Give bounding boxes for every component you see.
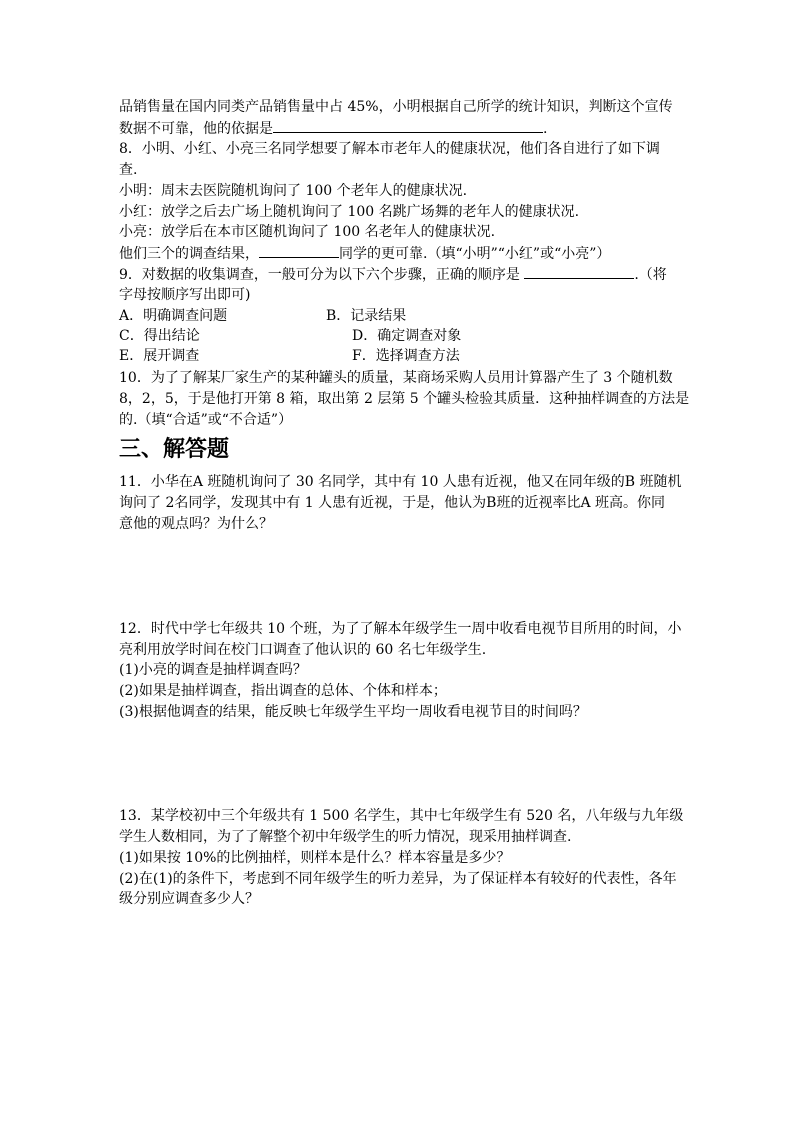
text-span: 同学的更可靠.（填“小明”“小红”或“小亮”） <box>339 246 611 262</box>
q8-hong: 小红：放学之后去广场上随机询问了 100 名跳广场舞的老年人的健康状况. <box>119 204 580 220</box>
q12-part-2: (2)如果是抽样调查，指出调查的总体、个体和样本； <box>119 683 447 699</box>
q10-line: 的.（填“合适”或“不合适”） <box>119 412 293 428</box>
q9-option-f: F．选择调查方法 <box>352 348 460 364</box>
q9-option-e: E．展开调查 <box>119 348 200 364</box>
answer-blank[interactable] <box>273 118 543 133</box>
answer-blank[interactable] <box>524 264 634 279</box>
q8-liang: 小亮：放学后在本市区随机询问了 100 名老年人的健康状况. <box>119 224 496 240</box>
q10-line: 8，2，5，于是他打开第 8 箱，取出第 2 层第 5 个罐头检验其质量．这种抽样调查的方法是 <box>119 391 690 407</box>
text-span: .（将 <box>634 267 667 283</box>
q12-line: 12．时代中学七年级共 10 个班，为了了解本年级学生一周中收看电视节目所用的时间，小 <box>119 621 682 637</box>
text-span: . <box>543 121 548 137</box>
q9-option-d: D．确定调查对象 <box>352 328 462 344</box>
q9-option-c: C．得出结论 <box>119 328 200 344</box>
q13-part-2: (2)在(1)的条件下，考虑到不同年级学生的听力差异，为了保证样本有较好的代表性，各年 <box>119 871 677 887</box>
q12-part-3: (3)根据他调查的结果，能反映七年级学生平均一周收看电视节目的时间吗？ <box>119 704 587 720</box>
q13-part-3: 级分别应调查多少人？ <box>119 891 259 907</box>
q13-line: 13．某学校初中三个年级共有 1 500 名学生，其中七年级学生有 520 名，八年级与九年级 <box>119 808 684 824</box>
q12-part-1: (1)小亮的调查是抽样调查吗？ <box>119 662 307 678</box>
q8-ming: 小明：周末去医院随机询问了 100 个老年人的健康状况. <box>119 183 468 199</box>
q10-line: 10．为了了解某厂家生产的某种罐头的质量，某商场采购人员用计算器产生了 3 个随机数 <box>119 370 673 386</box>
q9-option-a: A．明确调查问题 <box>119 308 228 324</box>
q13-part-1: (1)如果按 10%的比例抽样，则样本是什么？样本容量是多少？ <box>119 850 511 866</box>
text-span: 9．对数据的收集调查，一般可分为以下六个步骤，正确的顺序是 <box>119 267 525 283</box>
q12-line: 亮利用放学时间在校门口调查了他认识的 60 名七年级学生. <box>119 642 487 658</box>
text-span: 他们三个的调查结果， <box>119 246 259 262</box>
q11-line: 意他的观点吗？为什么？ <box>119 516 273 532</box>
q11-line: 询问了 2名同学，发现其中有 1 人患有近视，于是，他认为B班的近视率比A 班高。你同 <box>119 495 666 511</box>
text-line: 品销售量在国内同类产品销售量中占 45%，小明根据自己所学的统计知识，判断这个宣传 <box>119 99 673 115</box>
q8-line: 8．小明、小红、小亮三名同学想要了解本市老年人的健康状况，他们各自进行了如下调 <box>119 141 660 157</box>
q9-line: 字母按顺序写出即可) <box>119 287 251 303</box>
q8-conclusion <box>119 243 610 264</box>
text-span: 数据不可靠，他的依据是 <box>119 121 273 137</box>
q13-line: 学生人数相同，为了了解整个初中年级学生的听力情况，现采用抽样调查. <box>119 829 572 845</box>
q11-line: 11．小华在A 班随机询问了 30 名同学，其中有 10 人患有近视，他又在同年级的B 班随机 <box>119 474 682 490</box>
q9-line <box>119 264 667 285</box>
q8-line: 查. <box>119 162 138 178</box>
text-line <box>119 118 547 139</box>
q9-option-b: B．记录结果 <box>326 308 407 324</box>
section-title: 三、解答题 <box>119 437 230 462</box>
answer-blank[interactable] <box>259 243 339 258</box>
